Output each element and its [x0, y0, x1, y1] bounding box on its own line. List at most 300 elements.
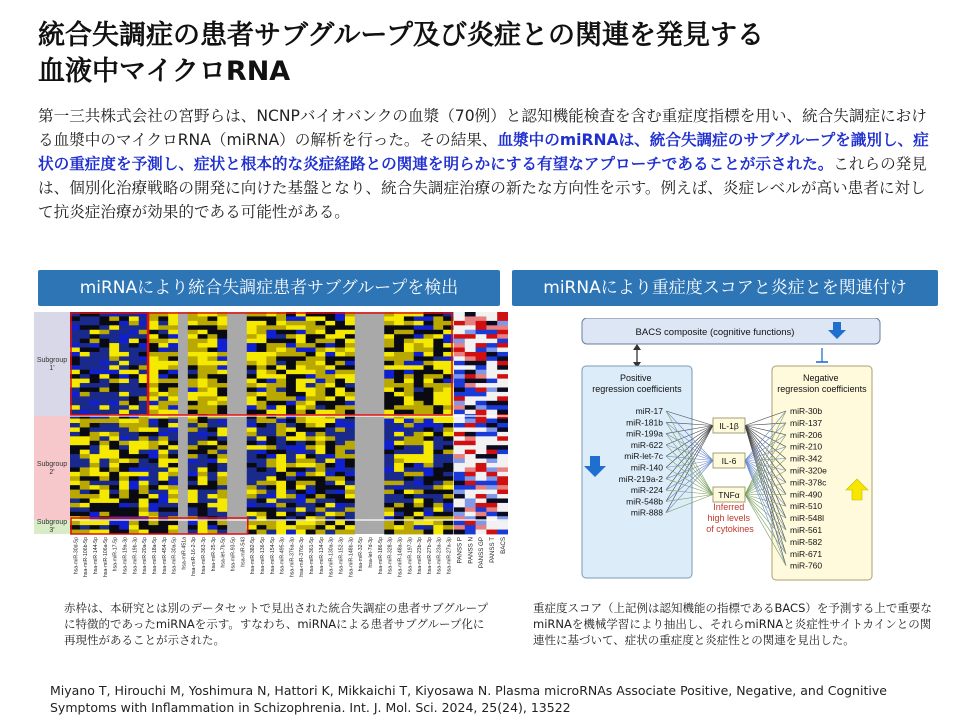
negative-mirna-label: miR-760	[790, 560, 823, 571]
heatmap-cell	[129, 361, 139, 366]
heatmap-cell	[286, 374, 296, 379]
heatmap-cell	[424, 463, 434, 468]
heatmap-cell	[90, 356, 100, 361]
panss-cell	[486, 352, 497, 357]
heatmap-cell	[443, 490, 453, 495]
heatmap-cell	[266, 490, 276, 495]
heatmap-cell	[207, 343, 217, 348]
heatmap-cell	[316, 419, 326, 424]
heatmap-cell	[119, 445, 129, 450]
heatmap-cell	[237, 312, 247, 534]
heatmap-cell	[99, 463, 109, 468]
heatmap-cell	[276, 392, 286, 397]
heatmap-cell	[384, 383, 394, 388]
heatmap-cell	[188, 383, 198, 388]
heatmap-column-label: hsa-miR-134-5p	[318, 537, 325, 575]
heatmap-cell	[99, 339, 109, 344]
negative-title-line-1: Negative	[802, 373, 839, 383]
heatmap-cell	[394, 441, 404, 446]
heatmap-cell	[158, 339, 168, 344]
heatmap-cell	[149, 450, 159, 455]
heatmap-cell	[276, 379, 286, 384]
heatmap-cell	[424, 485, 434, 490]
heatmap-cell	[404, 334, 414, 339]
heatmap-cell	[306, 374, 316, 379]
heatmap-cell	[168, 334, 178, 339]
panss-cell	[465, 463, 476, 468]
heatmap-cell	[207, 352, 217, 357]
heatmap-cell	[286, 472, 296, 477]
heatmap-cell	[217, 459, 227, 464]
heatmap-cell	[257, 316, 267, 321]
heatmap-cell	[443, 494, 453, 499]
heatmap-cell	[335, 445, 345, 450]
heatmap-cell	[414, 441, 424, 446]
heatmap-cell	[247, 392, 257, 397]
panss-cell	[454, 339, 465, 344]
heatmap-cell	[345, 419, 355, 424]
heatmap-cell	[296, 512, 306, 517]
heatmap-cell	[404, 316, 414, 321]
heatmap-cell	[149, 316, 159, 321]
heatmap-cell	[168, 405, 178, 410]
heatmap-cell	[168, 352, 178, 357]
heatmap-column-label: hsa-miR-152-3p	[338, 537, 345, 575]
heatmap-cell	[149, 494, 159, 499]
heatmap-cell	[424, 503, 434, 508]
heatmap-cell	[266, 330, 276, 335]
heatmap-cell	[257, 432, 267, 437]
heatmap-cell	[90, 343, 100, 348]
heatmap-cell	[109, 321, 119, 326]
panss-cell	[465, 450, 476, 455]
heatmap-cell	[80, 427, 90, 432]
positive-mirna-label: miR-181b	[626, 417, 663, 428]
heatmap-cell	[80, 512, 90, 517]
heatmap-cell	[296, 530, 306, 535]
heatmap-cell	[217, 450, 227, 455]
heatmap-cell	[306, 485, 316, 490]
panss-cell	[486, 356, 497, 361]
panss-cell	[497, 361, 508, 366]
heatmap-cell	[286, 498, 296, 503]
heatmap-cell	[257, 423, 267, 428]
heatmap-cell	[325, 379, 335, 384]
heatmap-cell	[404, 436, 414, 441]
heatmap-cell	[433, 467, 443, 472]
heatmap-cell	[296, 325, 306, 330]
panss-cell	[486, 521, 497, 526]
heatmap-cell	[345, 441, 355, 446]
heatmap-cell	[109, 436, 119, 441]
heatmap-cell	[99, 352, 109, 357]
heatmap-cell	[90, 494, 100, 499]
panss-cell	[497, 405, 508, 410]
heatmap-cell	[325, 485, 335, 490]
heatmap-cell	[424, 356, 434, 361]
heatmap-cell	[404, 392, 414, 397]
heatmap-cell	[404, 370, 414, 375]
heatmap-cell	[296, 490, 306, 495]
heatmap-cell	[109, 423, 119, 428]
heatmap-cell	[129, 334, 139, 339]
heatmap-cell	[70, 490, 80, 495]
heatmap-cell	[404, 485, 414, 490]
heatmap-cell	[404, 339, 414, 344]
heatmap-cell	[296, 365, 306, 370]
heatmap-cell	[119, 507, 129, 512]
heatmap-cell	[109, 348, 119, 353]
heatmap-cell	[266, 325, 276, 330]
heatmap-cell	[119, 463, 129, 468]
heatmap-column-label: hsa-miR-495-3p	[279, 537, 286, 575]
heatmap-cell	[414, 396, 424, 401]
panss-cell	[465, 521, 476, 526]
heatmap-cell	[266, 348, 276, 353]
heatmap-cell	[345, 316, 355, 321]
panss-cell	[465, 396, 476, 401]
heatmap-cell	[325, 503, 335, 508]
heatmap-cell	[266, 481, 276, 486]
heatmap-cell	[129, 419, 139, 424]
positive-mirna-label: miR-let-7c	[624, 451, 663, 462]
heatmap-cell	[217, 370, 227, 375]
panss-cell	[476, 490, 487, 495]
heatmap-cell	[296, 419, 306, 424]
negative-mirna-list	[790, 406, 827, 571]
heatmap-cell	[433, 365, 443, 370]
heatmap-cell	[266, 459, 276, 464]
heatmap-cell	[207, 441, 217, 446]
heatmap-cell	[316, 427, 326, 432]
heatmap-cell	[306, 419, 316, 424]
heatmap-cell	[217, 490, 227, 495]
panss-cell	[476, 361, 487, 366]
heatmap-cell	[384, 485, 394, 490]
panss-cell	[497, 445, 508, 450]
heatmap-cell	[335, 334, 345, 339]
heatmap-cell	[247, 485, 257, 490]
heatmap-cell	[266, 494, 276, 499]
heatmap-cell	[325, 405, 335, 410]
heatmap-cell	[168, 365, 178, 370]
heatmap-cell	[149, 379, 159, 384]
heatmap-cell	[424, 459, 434, 464]
panss-cell	[454, 325, 465, 330]
heatmap-cell	[414, 521, 424, 526]
heatmap-cell	[99, 392, 109, 397]
heatmap-cell	[266, 410, 276, 415]
panss-cell	[497, 467, 508, 472]
heatmap-cell	[80, 494, 90, 499]
heatmap-cell	[198, 450, 208, 455]
heatmap-cell	[286, 423, 296, 428]
heatmap-cell	[90, 410, 100, 415]
heatmap-cell	[325, 432, 335, 437]
heatmap-cell	[247, 316, 257, 321]
heatmap-cell	[109, 521, 119, 526]
heatmap-cell	[168, 512, 178, 517]
heatmap-cell	[404, 348, 414, 353]
heatmap-cell	[345, 365, 355, 370]
heatmap-cell	[306, 410, 316, 415]
heatmap-cell	[276, 348, 286, 353]
heatmap-cell	[247, 472, 257, 477]
heatmap-cell	[345, 507, 355, 512]
heatmap-cell	[306, 463, 316, 468]
heatmap-cell	[90, 396, 100, 401]
heatmap-cell	[139, 423, 149, 428]
heatmap-cell	[384, 472, 394, 477]
heatmap-cell	[404, 330, 414, 335]
positive-mirna-label: miR-199a	[626, 428, 663, 439]
heatmap-cell	[198, 503, 208, 508]
heatmap-cell	[198, 387, 208, 392]
heatmap-cell	[80, 521, 90, 526]
heatmap-cell	[168, 387, 178, 392]
heatmap-cell	[286, 459, 296, 464]
panss-cell	[476, 352, 487, 357]
panss-cell	[497, 383, 508, 388]
heatmap-cell	[139, 445, 149, 450]
heatmap-cell	[129, 521, 139, 526]
heatmap-cell	[168, 521, 178, 526]
heatmap-cell	[384, 481, 394, 486]
heatmap-cell	[335, 481, 345, 486]
heatmap-cell	[394, 396, 404, 401]
heatmap-cell	[257, 321, 267, 326]
heatmap-cell	[198, 419, 208, 424]
heatmap-cell	[168, 454, 178, 459]
heatmap-cell	[257, 325, 267, 330]
heatmap-cell	[306, 525, 316, 530]
heatmap-cell	[207, 481, 217, 486]
heatmap-cell	[433, 494, 443, 499]
heatmap-cell	[109, 352, 119, 357]
heatmap-cell	[404, 432, 414, 437]
heatmap-cell	[443, 423, 453, 428]
heatmap-cell	[257, 445, 267, 450]
panss-cell	[497, 503, 508, 508]
heatmap-cell	[119, 321, 129, 326]
heatmap-cell	[433, 370, 443, 375]
heatmap-cell	[188, 454, 198, 459]
heatmap-cell	[90, 463, 100, 468]
heatmap-cell	[139, 454, 149, 459]
heatmap-cell	[80, 525, 90, 530]
heatmap-cell	[433, 396, 443, 401]
heatmap-cell	[335, 383, 345, 388]
heatmap-cell	[257, 503, 267, 508]
panss-cell	[454, 405, 465, 410]
heatmap-cell	[90, 339, 100, 344]
heatmap-cell	[99, 343, 109, 348]
heatmap-cell	[109, 410, 119, 415]
panss-cell	[454, 321, 465, 326]
heatmap-cell	[345, 476, 355, 481]
heatmap-cell	[424, 410, 434, 415]
heatmap-cell	[296, 316, 306, 321]
panss-cell	[497, 316, 508, 321]
heatmap-cell	[149, 401, 159, 406]
heatmap-cell	[80, 365, 90, 370]
heatmap-cell	[168, 316, 178, 321]
heatmap-cell	[414, 370, 424, 375]
heatmap-cell	[335, 348, 345, 353]
heatmap-cell	[188, 396, 198, 401]
heatmap-cell	[207, 436, 217, 441]
heatmap-cell	[168, 379, 178, 384]
heatmap-cell	[384, 476, 394, 481]
heatmap-cell	[207, 472, 217, 477]
heatmap-cell	[306, 348, 316, 353]
heatmap-cell	[90, 365, 100, 370]
heatmap-cell	[109, 485, 119, 490]
heatmap-cell	[198, 352, 208, 357]
heatmap-cell	[119, 356, 129, 361]
heatmap-cell	[394, 472, 404, 477]
panss-cell	[476, 445, 487, 450]
panss-cell	[497, 512, 508, 517]
heatmap-cell	[325, 494, 335, 499]
heatmap-cell	[433, 485, 443, 490]
heatmap-cell	[198, 463, 208, 468]
heatmap-cell	[414, 321, 424, 326]
heatmap-cell	[99, 467, 109, 472]
heatmap-cell	[257, 370, 267, 375]
heatmap-cell	[119, 432, 129, 437]
heatmap-cell	[247, 450, 257, 455]
heatmap-cell	[414, 330, 424, 335]
heatmap-cell	[414, 530, 424, 535]
heatmap-cell	[90, 432, 100, 437]
heatmap-cell	[384, 352, 394, 357]
heatmap-cell	[345, 445, 355, 450]
panss-cell	[497, 472, 508, 477]
heatmap-cell	[424, 343, 434, 348]
heatmap-cell	[316, 467, 326, 472]
heatmap-cell	[335, 436, 345, 441]
panss-cell	[465, 498, 476, 503]
heatmap-cell	[306, 436, 316, 441]
panss-cell	[454, 521, 465, 526]
heatmap-cell	[80, 410, 90, 415]
heatmap-cell	[168, 481, 178, 486]
heatmap-cell	[335, 343, 345, 348]
heatmap-cell	[247, 463, 257, 468]
heatmap-cell	[247, 405, 257, 410]
heatmap-cell	[149, 419, 159, 424]
panss-cell	[476, 316, 487, 321]
heatmap-cell	[129, 459, 139, 464]
panss-cell	[486, 383, 497, 388]
negative-mirna-label: miR-490	[790, 489, 823, 500]
panss-cell	[486, 530, 497, 535]
heatmap-cell	[99, 423, 109, 428]
heatmap-cell	[316, 432, 326, 437]
heatmap-cell	[149, 365, 159, 370]
panss-cell	[465, 387, 476, 392]
heatmap-cell	[266, 485, 276, 490]
heatmap-cell	[217, 427, 227, 432]
heatmap-cell	[80, 361, 90, 366]
heatmap-cell	[443, 472, 453, 477]
heatmap-cell	[276, 405, 286, 410]
heatmap-cell	[119, 427, 129, 432]
heatmap-cell	[306, 383, 316, 388]
heatmap-cell	[394, 423, 404, 428]
heatmap-cell	[129, 387, 139, 392]
heatmap-cell	[414, 432, 424, 437]
heatmap-cell	[80, 370, 90, 375]
heatmap-cell	[198, 485, 208, 490]
heatmap-cell	[149, 476, 159, 481]
heatmap-cell	[266, 392, 276, 397]
heatmap-cell	[217, 423, 227, 428]
heatmap-cell	[384, 463, 394, 468]
negative-mirna-label: miR-510	[790, 501, 823, 512]
heatmap-cell	[404, 463, 414, 468]
heatmap-cell	[286, 530, 296, 535]
heatmap-cell	[414, 410, 424, 415]
heatmap-cell	[306, 316, 316, 321]
heatmap-cell	[276, 423, 286, 428]
heatmap-column-label: hsa-miR-197-3p	[407, 537, 414, 575]
heatmap-column-label: hsa-miR-186-5p	[377, 537, 384, 575]
heatmap-cell	[325, 339, 335, 344]
heatmap-cell	[443, 459, 453, 464]
heatmap-cell	[276, 387, 286, 392]
heatmap-cell	[198, 445, 208, 450]
panss-cell	[476, 410, 487, 415]
heatmap-cell	[99, 316, 109, 321]
heatmap-cell	[394, 521, 404, 526]
heatmap-cell	[207, 356, 217, 361]
heatmap-cell	[325, 472, 335, 477]
heatmap-cell	[247, 343, 257, 348]
heatmap-cell	[109, 507, 119, 512]
heatmap-cell	[306, 521, 316, 526]
heatmap-cell	[198, 423, 208, 428]
heatmap-cell	[335, 476, 345, 481]
heatmap-cell	[247, 325, 257, 330]
panss-cell	[476, 476, 487, 481]
heatmap-cell	[296, 459, 306, 464]
heatmap-cell	[247, 503, 257, 508]
panss-cell	[476, 521, 487, 526]
heatmap-cell	[443, 427, 453, 432]
heatmap-cell	[247, 383, 257, 388]
heatmap-cell	[119, 374, 129, 379]
heatmap-cell	[414, 450, 424, 455]
heatmap-cell	[345, 370, 355, 375]
heatmap-cell	[188, 436, 198, 441]
heatmap-cell	[217, 472, 227, 477]
heatmap-cell	[296, 498, 306, 503]
heatmap-cell	[198, 370, 208, 375]
heatmap-cell	[90, 427, 100, 432]
heatmap-cell	[286, 321, 296, 326]
heatmap-cell	[207, 485, 217, 490]
heatmap-cell	[109, 356, 119, 361]
heatmap-cell	[325, 476, 335, 481]
heatmap-cell	[266, 472, 276, 477]
heatmap-cell	[266, 321, 276, 326]
heatmap-cell	[257, 494, 267, 499]
heatmap-cell	[90, 507, 100, 512]
heatmap-cell	[384, 330, 394, 335]
heatmap-cell	[227, 312, 237, 534]
